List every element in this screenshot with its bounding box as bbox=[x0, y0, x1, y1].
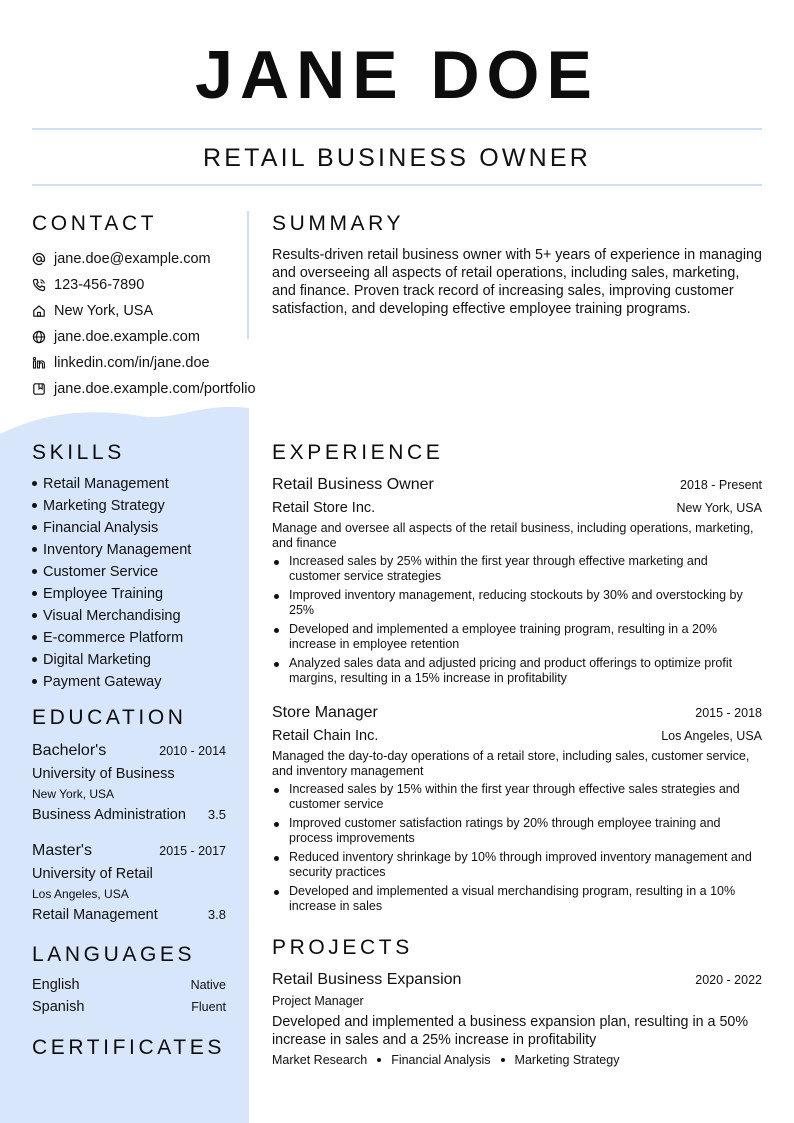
bullet-dot bbox=[274, 890, 279, 895]
contact-portfolio[interactable] bbox=[32, 376, 282, 402]
job-entry-company: Retail Store Inc. bbox=[272, 500, 376, 516]
contact-email-text: jane.doe@example.com bbox=[54, 251, 211, 267]
education-location: New York, USA bbox=[32, 787, 115, 801]
contact-heading: CONTACT bbox=[32, 212, 158, 235]
skill-item bbox=[32, 495, 226, 517]
job-entry-company: Retail Chain Inc. bbox=[272, 728, 379, 744]
job-entry-title: Store Manager bbox=[272, 704, 378, 721]
skill-label: Marketing Strategy bbox=[43, 498, 165, 514]
education-heading: EDUCATION bbox=[32, 706, 187, 729]
job-entry-location: New York, USA bbox=[676, 501, 762, 515]
bullet-dot bbox=[32, 657, 37, 662]
header-rule-bottom bbox=[32, 184, 762, 186]
job-entry-description: Manage and oversee all aspects of the retail business, including operations, marketing, and finance bbox=[272, 521, 754, 550]
bullet-dot bbox=[32, 613, 37, 618]
language-level: Fluent bbox=[191, 1000, 226, 1014]
achievement-text: Increased sales by 15% within the first year through effective sales strategies and customer service bbox=[289, 782, 740, 811]
home-icon bbox=[32, 303, 54, 319]
project-tag: Market Research bbox=[272, 1053, 368, 1067]
summary-section bbox=[272, 211, 762, 318]
bullet-dot bbox=[32, 635, 37, 640]
achievement-item bbox=[272, 884, 762, 914]
achievement-text: Increased sales by 25% within the first year through effective marketing and customer service strategies bbox=[289, 554, 708, 583]
education-gpa: 3.5 bbox=[207, 807, 226, 822]
job-entry-dates: 2015 - 2018 bbox=[695, 706, 762, 720]
summary-heading: SUMMARY bbox=[272, 212, 405, 235]
skills-section bbox=[32, 440, 226, 693]
achievement-text: Improved customer satisfaction ratings by 20% through employee training and process improvements bbox=[289, 816, 721, 845]
project-dates: 2020 - 2022 bbox=[695, 973, 762, 987]
contact-location bbox=[32, 298, 282, 324]
education-degree: Master's bbox=[32, 842, 92, 859]
achievement-item bbox=[272, 656, 762, 686]
at-icon bbox=[32, 251, 54, 267]
bullet-dot bbox=[274, 560, 279, 565]
job-achievements bbox=[272, 782, 762, 914]
bullet-dot bbox=[32, 679, 37, 684]
education-field: Retail Management bbox=[32, 907, 158, 923]
achievement-text: Analyzed sales data and adjusted pricing and product offerings to optimize profit margins, resulting in a 15% increase in profitability bbox=[289, 656, 733, 685]
bullet-dot bbox=[32, 547, 37, 552]
contact-phone[interactable] bbox=[32, 272, 282, 298]
achievement-text: Developed and implemented a visual merchandising program, resulting in a 10% increase in sales bbox=[289, 884, 736, 913]
job-entry bbox=[272, 702, 762, 914]
skills-heading: SKILLS bbox=[32, 441, 125, 464]
skill-item bbox=[32, 649, 226, 671]
project-tag: Financial Analysis bbox=[391, 1053, 491, 1067]
bullet-dot bbox=[32, 591, 37, 596]
experience-heading: EXPERIENCE bbox=[272, 441, 444, 464]
project-tags bbox=[272, 1050, 762, 1070]
project-description: Developed and implemented a business expansion plan, resulting in a 50% increase in sales and a 25% increase in profitability bbox=[272, 1014, 749, 1048]
contact-section bbox=[32, 211, 282, 402]
contact-location-text: New York, USA bbox=[54, 303, 154, 319]
skill-label: Visual Merchandising bbox=[43, 608, 181, 624]
bullet-dot bbox=[274, 822, 279, 827]
languages-section bbox=[32, 942, 226, 1018]
language-name: English bbox=[32, 977, 80, 993]
skill-label: Employee Training bbox=[43, 586, 164, 602]
candidate-name: JANE DOE bbox=[195, 37, 599, 113]
contact-portfolio-text: jane.doe.example.com/portfolio bbox=[54, 381, 256, 397]
achievement-text: Improved inventory management, reducing stockouts by 30% and overstocking by 25% bbox=[289, 588, 743, 617]
skill-item bbox=[32, 539, 226, 561]
achievement-item bbox=[272, 622, 762, 652]
projects-section bbox=[272, 935, 762, 1070]
achievement-item bbox=[272, 850, 762, 880]
contact-list bbox=[32, 246, 282, 402]
contact-linkedin[interactable] bbox=[32, 350, 282, 376]
project-tag: Marketing Strategy bbox=[514, 1053, 620, 1067]
projects-heading: PROJECTS bbox=[272, 936, 413, 959]
linkedin-icon bbox=[32, 355, 54, 371]
skill-item bbox=[32, 605, 226, 627]
achievement-item bbox=[272, 816, 762, 846]
skill-item bbox=[32, 473, 226, 495]
tag-separator-dot bbox=[377, 1058, 381, 1062]
education-school: University of Business bbox=[32, 766, 175, 782]
project-title: Retail Business Expansion bbox=[272, 971, 462, 988]
skill-label: E-commerce Platform bbox=[43, 630, 184, 646]
bullet-dot bbox=[274, 662, 279, 667]
skill-item bbox=[32, 671, 226, 693]
education-years: 2010 - 2014 bbox=[159, 744, 226, 758]
bullet-dot bbox=[32, 525, 37, 530]
education-entry bbox=[32, 839, 226, 927]
skill-item bbox=[32, 517, 226, 539]
bullet-dot bbox=[32, 481, 37, 486]
experience-section bbox=[272, 440, 762, 918]
education-section bbox=[32, 705, 226, 927]
education-school: University of Retail bbox=[32, 866, 153, 882]
job-entry bbox=[272, 474, 762, 686]
job-entry-description: Managed the day-to-day operations of a retail store, including sales, customer service, and inventory management bbox=[272, 749, 750, 778]
certificates-section bbox=[32, 1035, 226, 1061]
globe-icon bbox=[32, 329, 54, 345]
skills-list bbox=[32, 473, 226, 693]
language-name: Spanish bbox=[32, 999, 85, 1015]
skill-item bbox=[32, 583, 226, 605]
education-gpa: 3.8 bbox=[207, 907, 226, 922]
education-degree: Bachelor's bbox=[32, 742, 107, 759]
header-rule-top bbox=[32, 128, 762, 130]
bullet-dot bbox=[274, 856, 279, 861]
education-field: Business Administration bbox=[32, 807, 186, 823]
project-role: Project Manager bbox=[272, 994, 364, 1008]
tag-separator-dot bbox=[501, 1058, 505, 1062]
skill-label: Payment Gateway bbox=[43, 674, 162, 690]
job-title: RETAIL BUSINESS OWNER bbox=[202, 144, 592, 172]
bullet-dot bbox=[274, 788, 279, 793]
contact-phone-text: 123-456-7890 bbox=[54, 277, 145, 293]
education-entry bbox=[32, 739, 226, 827]
summary-text: Results-driven retail business owner with 5+ years of experience in managing and overseeing all aspects of retail operations, including sales, marketing, and finance. Proven track record of increasing sales, improving customer satisfaction, and developing effective employee training programs. bbox=[272, 247, 762, 317]
skill-item bbox=[32, 627, 226, 649]
job-entry-location: Los Angeles, USA bbox=[661, 729, 762, 743]
job-achievements bbox=[272, 554, 762, 686]
language-level: Native bbox=[190, 978, 226, 992]
bullet-dot bbox=[274, 628, 279, 633]
project-entry bbox=[272, 969, 762, 1070]
contact-summary-divider bbox=[247, 211, 249, 339]
achievement-item bbox=[272, 588, 762, 618]
job-entry-title: Retail Business Owner bbox=[272, 476, 434, 493]
skill-label: Retail Management bbox=[43, 476, 169, 492]
phone-icon bbox=[32, 277, 54, 293]
language-item bbox=[32, 974, 226, 996]
achievement-item bbox=[272, 554, 762, 584]
contact-linkedin-text: linkedin.com/in/jane.doe bbox=[54, 355, 210, 371]
achievement-item bbox=[272, 782, 762, 812]
education-years: 2015 - 2017 bbox=[159, 844, 226, 858]
skill-label: Inventory Management bbox=[43, 542, 192, 558]
languages-heading: LANGUAGES bbox=[32, 943, 196, 966]
language-item bbox=[32, 996, 226, 1018]
contact-email[interactable] bbox=[32, 246, 282, 272]
job-entry-dates: 2018 - Present bbox=[680, 478, 762, 492]
contact-website[interactable] bbox=[32, 324, 282, 350]
portfolio-icon bbox=[32, 381, 54, 397]
bullet-dot bbox=[32, 503, 37, 508]
certificates-heading: CERTIFICATES bbox=[32, 1036, 225, 1059]
skill-label: Customer Service bbox=[43, 564, 159, 580]
education-location: Los Angeles, USA bbox=[32, 887, 129, 901]
bullet-dot bbox=[32, 569, 37, 574]
contact-website-text: jane.doe.example.com bbox=[54, 329, 200, 345]
languages-list bbox=[32, 974, 226, 1018]
skill-label: Digital Marketing bbox=[43, 652, 151, 668]
skill-item bbox=[32, 561, 226, 583]
achievement-text: Reduced inventory shrinkage by 10% through improved inventory management and security practices bbox=[289, 850, 752, 879]
achievement-text: Developed and implemented a employee training program, resulting in a 20% increase in employee retention bbox=[289, 622, 718, 651]
skill-label: Financial Analysis bbox=[43, 520, 159, 536]
bullet-dot bbox=[274, 594, 279, 599]
